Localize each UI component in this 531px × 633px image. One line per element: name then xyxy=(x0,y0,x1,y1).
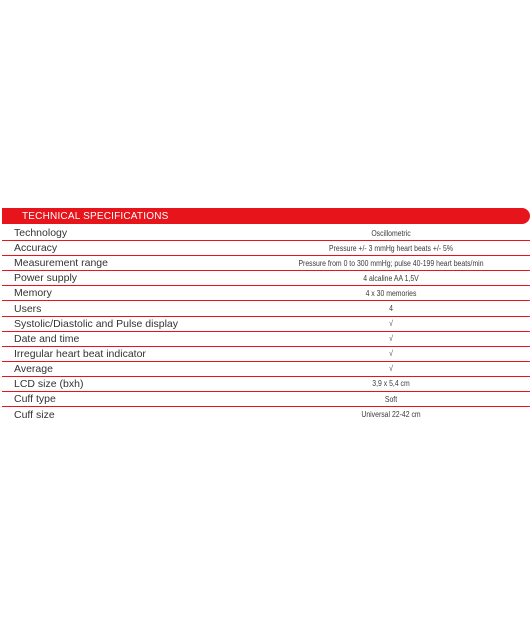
spec-row-cuff-type xyxy=(2,392,530,407)
spec-row-display xyxy=(2,317,530,332)
spec-row-users xyxy=(2,301,530,316)
spec-row-memory xyxy=(2,286,530,301)
spec-label: Cuff type xyxy=(14,393,56,406)
spec-label: Memory xyxy=(14,287,52,300)
spec-header-bar xyxy=(2,208,530,224)
spec-label: Power supply xyxy=(14,272,78,285)
spec-row-cuff-size xyxy=(2,407,530,422)
spec-row-accuracy xyxy=(2,241,530,256)
spec-label: Average xyxy=(14,362,53,375)
spec-row-power-supply xyxy=(2,271,530,286)
spec-value: 3,9 x 5,4 cm xyxy=(372,379,410,389)
technical-specifications-table xyxy=(2,208,530,422)
spec-rows xyxy=(2,226,530,422)
spec-value: Pressure from 0 to 300 mmHg; pulse 40-199 heart beats/min xyxy=(298,258,484,268)
spec-value: Universal 22-42 cm xyxy=(361,410,421,420)
check-mark-icon: √ xyxy=(389,319,393,329)
spec-label: Measurement range xyxy=(14,257,108,270)
check-mark-icon: √ xyxy=(389,364,393,374)
spec-row-technology xyxy=(2,226,530,241)
spec-row-date-time xyxy=(2,332,530,347)
spec-value: 4 x 30 memories xyxy=(365,288,417,298)
spec-label: Irregular heart beat indicator xyxy=(14,347,146,360)
spec-label: Technology xyxy=(14,227,68,240)
check-mark-icon: √ xyxy=(389,349,393,359)
spec-row-average xyxy=(2,362,530,377)
spec-row-lcd-size xyxy=(2,377,530,392)
spec-header-title: TECHNICAL SPECIFICATIONS xyxy=(22,210,169,222)
spec-value: Soft xyxy=(384,394,398,404)
spec-value: Pressure +/- 3 mmHg heart beats +/- 5% xyxy=(329,243,453,253)
spec-value: 4 alcaline AA 1,5V xyxy=(363,273,419,283)
spec-value: Oscillometric xyxy=(371,228,411,238)
spec-label: Cuff size xyxy=(14,408,55,421)
spec-label: Date and time xyxy=(14,332,80,345)
spec-row-measurement-range xyxy=(2,256,530,271)
spec-label: Users xyxy=(14,302,42,315)
spec-label: Accuracy xyxy=(14,242,58,255)
spec-label: LCD size (bxh) xyxy=(14,377,84,390)
spec-row-irregular-heart-beat xyxy=(2,347,530,362)
spec-label: Systolic/Diastolic and Pulse display xyxy=(14,317,178,330)
spec-value: 4 xyxy=(389,304,393,314)
check-mark-icon: √ xyxy=(389,334,393,344)
